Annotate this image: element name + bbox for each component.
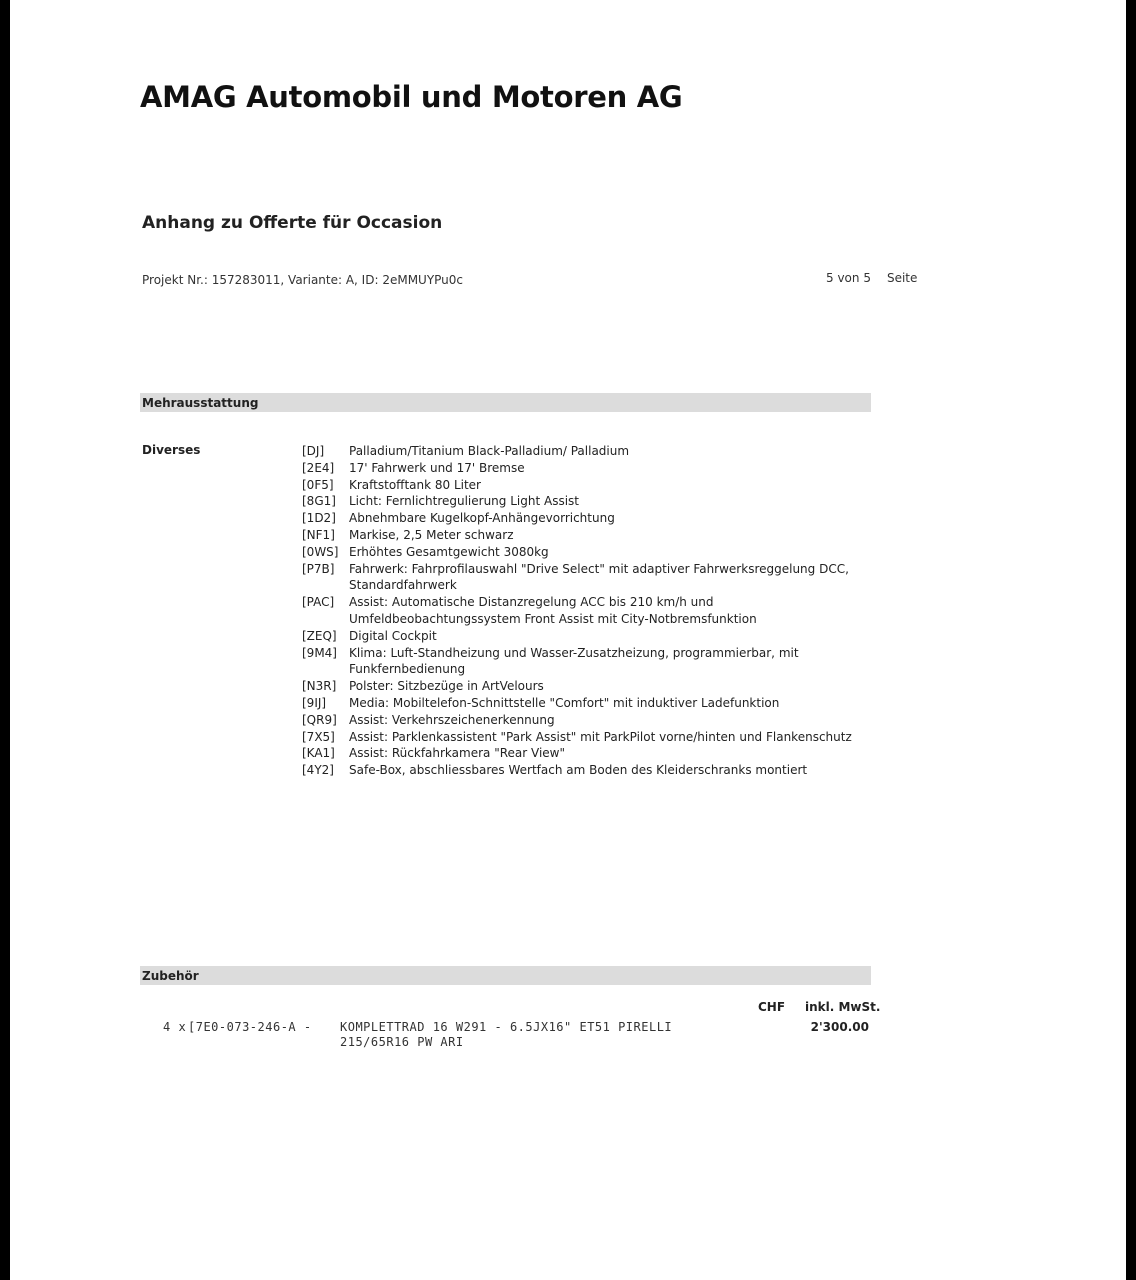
right-border — [1126, 0, 1136, 1280]
item-code: [2E4] — [302, 460, 335, 475]
item-code: [ZEQ] — [302, 628, 337, 643]
section-title: Mehrausstattung — [142, 396, 259, 410]
section-header-mehrausstattung — [140, 393, 871, 412]
equipment-list — [302, 443, 872, 779]
item-desc: Assist: Automatische Distanzregelung ACC bis 210 km/h und Umfeldbeobachtungssystem Front Assist mit City-Notbremsfunktion — [349, 595, 757, 626]
section-header-zubehoer — [140, 966, 871, 985]
list-item — [302, 712, 872, 729]
item-code: [9IJ] — [302, 695, 327, 710]
accessory-desc-line2: 215/65R16 PW ARI — [340, 1035, 464, 1049]
page-label: Seite — [886, 271, 918, 285]
accessory-part-number: [7E0-073-246-A - — [188, 1020, 312, 1034]
item-code: [4Y2] — [302, 763, 334, 778]
item-desc: Assist: Verkehrszeichenerkennung — [349, 712, 555, 727]
list-item — [302, 510, 872, 527]
accessory-description — [340, 1020, 672, 1049]
list-item — [302, 645, 872, 679]
list-item — [302, 443, 872, 460]
item-desc: Fahrwerk: Fahrprofilauswahl "Drive Select" mit adaptiver Fahrwerksreggelung DCC, Standardfahrwerk — [349, 561, 849, 593]
list-item — [302, 594, 872, 628]
list-item — [302, 493, 872, 510]
item-desc: Polster: Sitzbezüge in ArtVelours — [349, 679, 544, 694]
item-desc: Markise, 2,5 Meter schwarz — [349, 527, 514, 542]
item-code: [N3R] — [302, 679, 337, 694]
item-desc: Media: Mobiltelefon-Schnittstelle "Comfort" mit induktiver Ladefunktion — [349, 695, 780, 710]
list-item — [302, 678, 872, 695]
category-label: Diverses — [142, 443, 201, 457]
item-desc: 17' Fahrwerk und 17' Bremse — [349, 460, 525, 475]
list-item — [302, 527, 872, 544]
item-code: [9M4] — [302, 645, 337, 660]
accessory-desc-line1: KOMPLETTRAD 16 W291 - 6.5JX16" ET51 PIRELLI — [340, 1020, 673, 1034]
item-desc: Abnehmbare Kugelkopf-Anhängevorrichtung — [349, 511, 615, 526]
item-code: [0WS] — [302, 544, 339, 559]
item-code: [8G1] — [302, 494, 336, 509]
item-code: [7X5] — [302, 729, 335, 744]
item-code: [KA1] — [302, 746, 335, 761]
list-item — [302, 477, 872, 494]
accessory-qty: 4 x — [163, 1020, 187, 1034]
item-desc: Safe-Box, abschliessbares Wertfach am Boden des Kleiderschranks montiert — [349, 763, 808, 778]
item-desc: Assist: Parklenkassistent "Park Assist" mit ParkPilot vorne/hinten und Flankenschutz — [349, 729, 852, 744]
list-item — [302, 695, 872, 712]
page-of: 5 von 5 — [826, 271, 871, 285]
price-header: inkl. MwSt. — [805, 1000, 881, 1014]
project-info: Projekt Nr.: 157283011, Variante: A, ID: 2eMMUYPu0c — [142, 273, 464, 287]
list-item — [302, 544, 872, 561]
item-code: [NF1] — [302, 527, 335, 542]
item-code: [PAC] — [302, 595, 335, 610]
section-title: Zubehör — [142, 969, 199, 983]
item-desc: Digital Cockpit — [349, 628, 437, 643]
item-desc: Kraftstofftank 80 Liter — [349, 477, 481, 492]
list-item — [302, 729, 872, 746]
list-item — [302, 561, 872, 595]
item-desc: Assist: Rückfahrkamera "Rear View" — [349, 746, 565, 761]
item-code: [1D2] — [302, 511, 336, 526]
list-item — [302, 460, 872, 477]
item-desc: Palladium/Titanium Black-Palladium/ Palladium — [349, 444, 630, 458]
item-code: [QR9] — [302, 712, 337, 727]
document-page — [10, 0, 1126, 1280]
item-code: [0F5] — [302, 477, 334, 492]
list-item — [302, 628, 872, 645]
document-subtitle: Anhang zu Offerte für Occasion — [142, 213, 443, 233]
list-item — [302, 762, 872, 779]
item-desc: Licht: Fernlichtregulierung Light Assist — [349, 494, 579, 509]
currency-header: CHF — [758, 1000, 786, 1014]
company-name: AMAG Automobil und Motoren AG — [140, 80, 683, 114]
page-number — [826, 271, 917, 285]
accessory-price: 2'300.00 — [810, 1020, 869, 1034]
item-desc: Klima: Luft-Standheizung und Wasser-Zusatzheizung, programmierbar, mit Funkfernbedienung — [349, 645, 799, 677]
item-desc: Erhöhtes Gesamtgewicht 3080kg — [349, 544, 549, 559]
item-code: [DJ] — [302, 444, 325, 458]
list-item — [302, 745, 872, 762]
item-code: [P7B] — [302, 561, 335, 576]
